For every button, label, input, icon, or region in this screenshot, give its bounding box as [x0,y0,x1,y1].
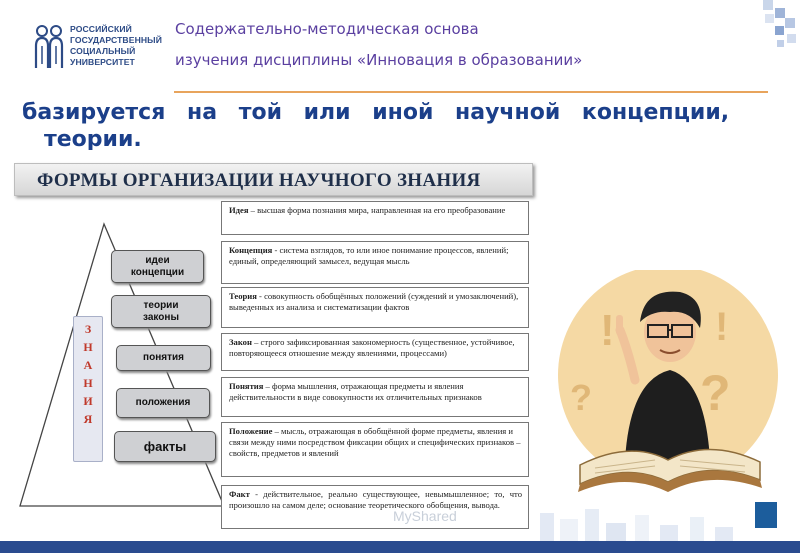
level-label: теории [143,299,179,311]
level-label: факты [143,438,187,454]
svg-text:!: ! [715,305,729,349]
university-emblem-icon [32,24,66,70]
svg-text:?: ? [570,377,592,418]
pyramid-level-theories [111,295,211,328]
definition-text: – мысль, отражающая в обобщённой форме предметы, явления и связи между ними посредством фиксации общих и специфических признаков – свойств, предметов и явлений [229,426,521,458]
definition-term: Концепция [229,245,273,255]
vertical-letter: Н [83,340,93,354]
definition-text: - действительное, реально существующее, невымышленное; то, что произошло на самом деле; основание теоретического обобщения, вывода. [229,489,522,510]
logo-text: РОССИЙСКИЙ ГОСУДАРСТВЕННЫЙ СОЦИАЛЬНЫЙ УНИВЕРСИТЕТ [70,24,162,67]
thinking-man-with-book-illustration [540,270,800,505]
pyramid-level-facts [114,431,216,462]
watermark: MyShared [393,508,457,524]
knowledge-vertical-label [73,316,103,462]
vertical-letter: А [83,358,93,372]
level-label: понятия [143,352,184,363]
definition-law [221,333,529,371]
pyramid-level-ideas [111,250,204,283]
university-logo [32,22,162,72]
vertical-letter: З [84,322,92,336]
definition-term: Факт [229,489,250,499]
definition-term: Идея [229,205,249,215]
level-label: законы [143,311,179,323]
header-title-line1: Содержательно-методическая основа [175,20,479,38]
vertical-letter: И [83,394,93,408]
definition-term: Понятия [229,381,264,391]
definition-fact [221,485,529,529]
vertical-letter: Я [83,412,93,426]
definition-text: - совокупность обобщённых положений (суждений и умозаключений), выведенных из анализа и систематизации фактов [229,291,519,312]
blue-accent-square [755,502,777,528]
level-label: концепции [130,266,185,278]
section-banner [14,163,533,196]
lead-line1: базируется на той или иной научной концепции, [22,100,730,125]
banner-title: ФОРМЫ ОРГАНИЗАЦИИ НАУЧНОГО ЗНАНИЯ [37,170,481,191]
header-title-line2: изучения дисциплины «Инновация в образовании» [175,51,583,69]
definition-text: - система взглядов, то или иное понимание процессов, явлений; единый, определяющий замысел, ведущая мысль [229,245,509,266]
definition-notion [221,377,529,417]
definition-proposition [221,422,529,477]
definition-idea [221,201,529,235]
definition-term: Положение [229,426,273,436]
pyramid-level-propositions [116,388,210,418]
corner-decoration-squares [755,0,800,50]
definition-text: – строго зафиксированная закономерность (существенное, устойчивое, повторяющееся отношение между явлениями, процессами) [229,337,515,358]
level-label: идеи [145,254,170,266]
lead-sentence [22,100,797,150]
definition-concept [221,241,529,284]
bottom-bar [0,541,800,553]
definition-term: Теория [229,291,257,301]
bottom-decoration-squares [540,505,750,541]
pyramid-level-concepts [116,345,211,371]
definition-text: – форма мышления, отражающая предметы и явления действительности в виде совокупности их отличительных признаков [229,381,482,402]
definition-text: – высшая форма познания мира, направленная на его преобразование [248,205,506,215]
vertical-letter: Н [83,376,93,390]
header-divider [174,91,768,93]
definition-term: Закон [229,337,252,347]
definition-theory [221,287,529,328]
svg-text:?: ? [700,365,731,421]
svg-text:!: ! [600,306,615,355]
lead-line2: теории. [44,127,142,150]
level-label: положения [135,397,191,408]
